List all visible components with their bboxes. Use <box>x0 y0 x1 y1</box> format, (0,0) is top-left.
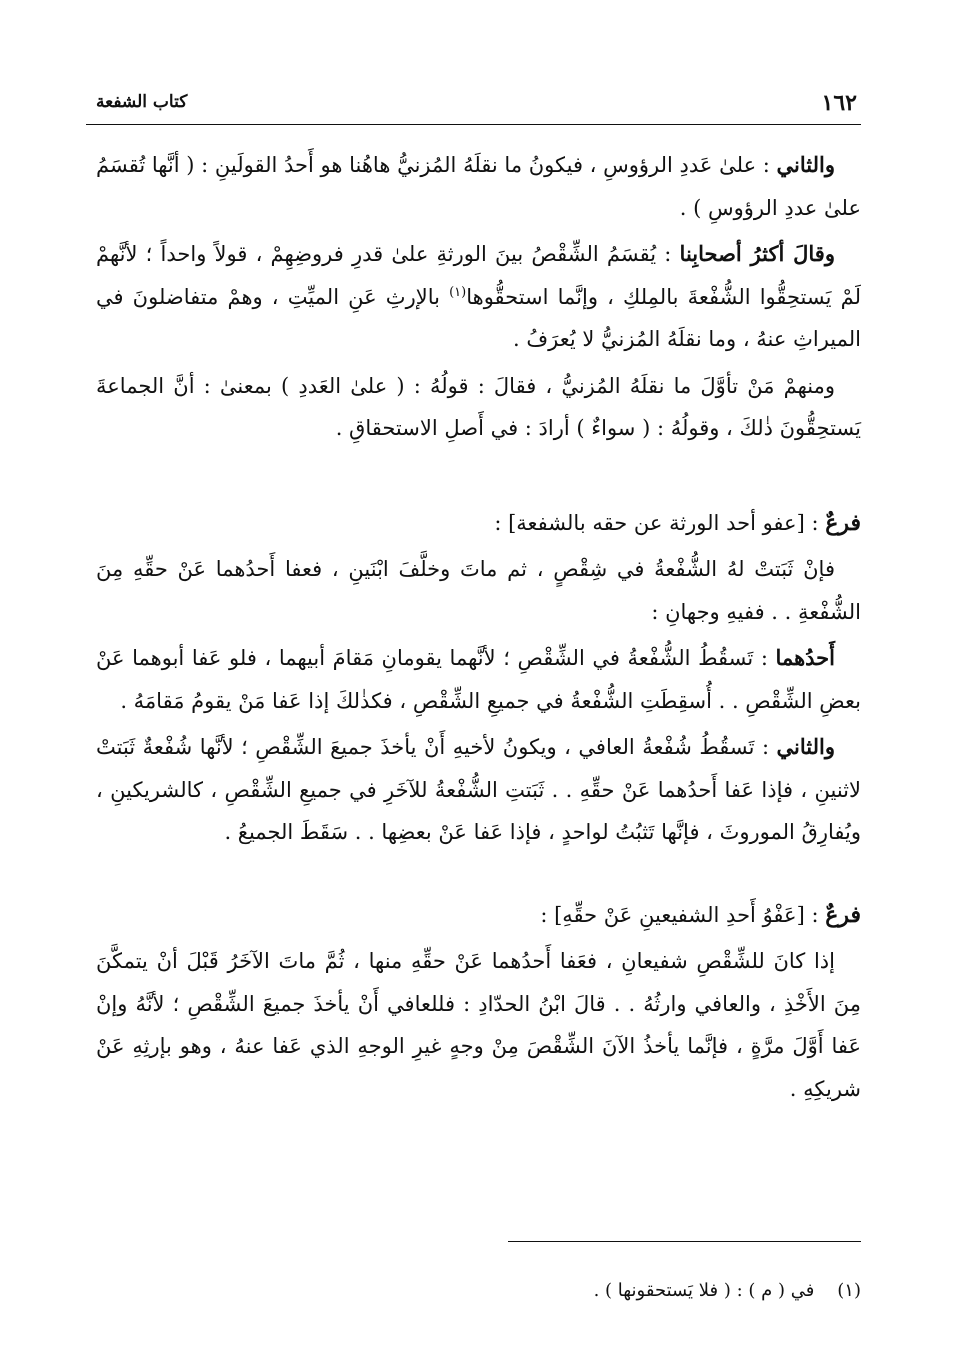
section-heading <box>96 502 861 545</box>
footnote-divider <box>508 1241 861 1242</box>
paragraph-text: ومنهمْ مَنْ تأوَّلَ ما نقلَهُ المُزنيُّ ، فقالَ : قولُهُ : ( علىٰ العَددِ ) بمعنىٰ : أنَّ الجماعةَ يَستحِقُّونَ ذٰلكَ ، وقولُهُ : ( سواءٌ ) أرادَ : في أَصلِ الاستحقاقِ . <box>96 373 861 440</box>
paragraph-label: والثاني <box>776 734 835 759</box>
paragraph <box>96 726 861 854</box>
main-text <box>96 144 861 1114</box>
heading-text: : [عَفْوُ أَحدِ الشفيعينِ عَنْ حقِّهِ] : <box>540 902 826 927</box>
footnote <box>96 1276 861 1306</box>
paragraph-text: : تَسقُطُ الشُّفْعةُ في الشِّقْصِ ؛ لأنَّهما يقومانِ مَقامَ أبيهما ، فلو عَفا أبوهما عَنْ بعضِ الشِّقْصِ . . أُسقِطَتِ الشُّفْعةُ في جميعِ الشِّقْصِ ، فكذٰلكَ إذا عَفا مَنْ يقومُ مَقامَهُ . <box>96 646 861 713</box>
paragraph-label: والثاني <box>776 152 835 177</box>
paragraph-text: فإنْ ثَبَتتْ لهُ الشُّفْعةُ في شِقْصٍ ، ثم ماتَ وخلَّفَ ابْنَينِ ، فعفا أَحدُهما عَنْ حقِّهِ مِنَ الشُّفْعةِ . . ففيهِ وجهانِ : <box>96 557 861 624</box>
paragraph-text: إذا كانَ للشِّقْصِ شفيعانِ ، فعَفا أَحدُهما عَنْ حقِّهِ منها ، ثُمَّ ماتَ الآخَرُ قَبْلَ أنْ يتمكَّنَ مِنَ الأَخْذِ ، والعافي وارثُهُ . . قالَ ابْنُ الحدّادِ : فللعافي أَنْ يأخذَ جميعَ الشِّقْصِ ؛ لأنَّهُ وإنْ عَفا أَوَّلَ مرَّةٍ ، فإنَّما يأخذُ الآنَ الشِّقْصَ مِنْ وجهٍ غيرِ الوجهِ الذي عَفا عنهُ ، وهو بإرثِهِ عَنْ شريكِهِ . <box>96 949 861 1101</box>
paragraph <box>96 548 861 633</box>
page-number: ١٦٢ <box>821 90 857 116</box>
paragraph-text: : تَسقُطُ شُفْعةُ العافي ، ويكونُ لأخيهِ أَنْ يأخذَ جميعَ الشِّقْصِ ؛ لأنَّها شُفْعةٌ ثَبَتتْ لاثنينِ ، فإذا عَفا أَحدُهما عَنْ حقِّهِ . . ثَبَتتِ الشُّفْعةُ للآخَرِ في جميعِ الشِّقْصِ ، كالشريكينِ ، ويُفارِقُ الموروثَ ، فإنَّها تَثبُتُ لواحدٍ ، فإذا عَفا عَنْ بعضِها . . سَقَطَ الجميعُ . <box>96 735 861 844</box>
footnote-ref[interactable]: (١) <box>449 284 467 300</box>
paragraph <box>96 233 861 361</box>
paragraph-text: : يُقسَمُ الشِّقْصُ بينَ الورثةِ علىٰ قدرِ فروضِهِمْ ، قولاً واحداً ؛ لأنَّهمْ لَمْ يَستحِقُّوا الشُّفْعةَ بالمِلكِ ، وإنَّما استحقُّوها <box>96 242 861 309</box>
heading-label: فرعٌ <box>825 509 861 536</box>
heading-text: : [عفو أحد الورثة عن حقه بالشفعة] : <box>494 510 826 535</box>
paragraph-text: : علىٰ عَددِ الرؤوسِ ، فيكونُ ما نقلَهُ المُزنيُّ هاهُنا هو أَحدُ القولَينِ : ( أنَّها تُقسَمُ علىٰ عددِ الرؤوسِ ) . <box>96 153 861 220</box>
section-heading <box>96 894 861 937</box>
paragraph-text: بالإرثِ عَنِ الميِّتِ ، وهمْ متفاضلونَ في الميراثِ عنهُ ، وما نقلَهُ المُزنيُّ لا يُعرَفُ . <box>96 284 861 351</box>
running-header <box>86 88 861 125</box>
heading-label: فرعٌ <box>825 901 861 928</box>
footnote-marker: (١) <box>837 1280 861 1301</box>
footnote-text: في ( م ) : ( فلا يَستحقونها ) . <box>593 1280 815 1301</box>
paragraph <box>96 144 861 229</box>
chapter-title: كتاب الشفعة <box>96 92 188 112</box>
paragraph <box>96 637 861 722</box>
paragraph-label: وقالَ أكثرُ أصحابِنا <box>679 241 835 266</box>
paragraph-label: أَحدُهما <box>775 645 835 670</box>
paragraph <box>96 940 861 1110</box>
paragraph <box>96 365 861 450</box>
